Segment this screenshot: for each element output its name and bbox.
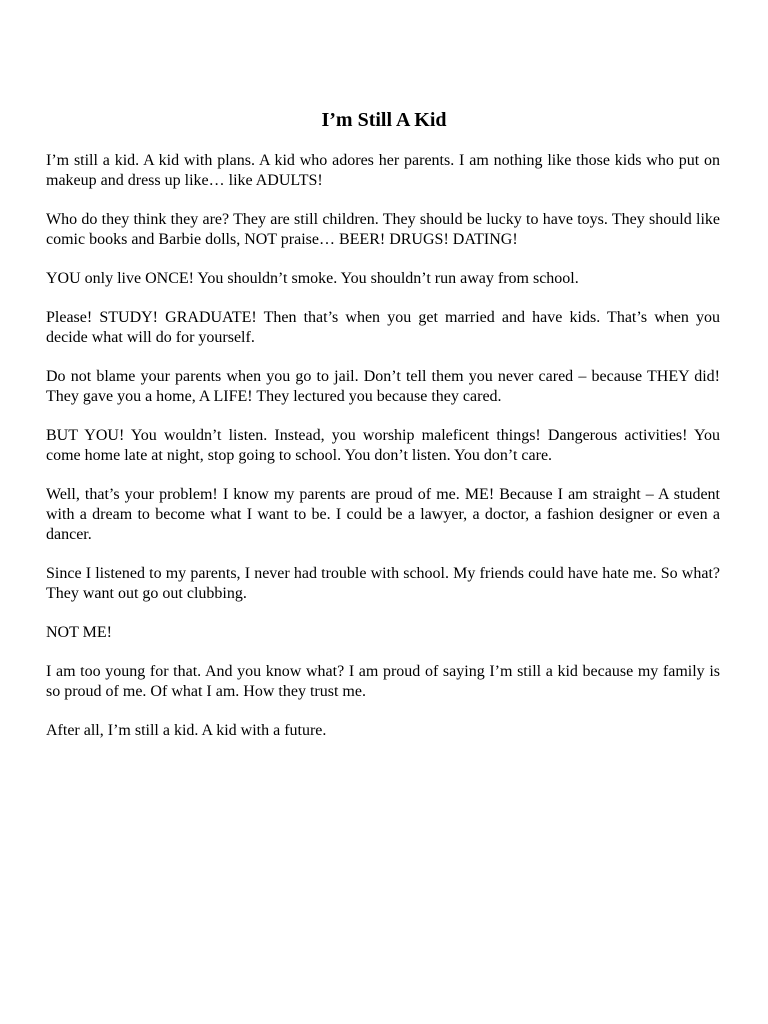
paragraph-6: BUT YOU! You wouldn’t listen. Instead, you worship maleficent things! Dangerous activities! You come home late at night, stop going to school. You don’t listen. You don’t care. [46,427,720,464]
paragraph-4: Please! STUDY! GRADUATE! Then that’s when you get married and have kids. That’s when you decide what will do for yourself. [46,309,720,346]
paragraph-8: Since I listened to my parents, I never had trouble with school. My friends could have hate me. So what? They want out go out clubbing. [46,565,720,602]
paragraph-2: Who do they think they are? They are still children. They should be lucky to have toys. They should like comic books and Barbie dolls, NOT praise… BEER! DRUGS! DATING! [46,211,720,248]
page-title: I’m Still A Kid [321,109,447,132]
paragraph-7: Well, that’s your problem! I know my parents are proud of me. ME! Because I am straight – A student with a dream to become what I want to be. I could be a lawyer, a doctor, a fashion designer or even a dancer. [46,486,720,543]
paragraph-11: After all, I’m still a kid. A kid with a future. [46,722,327,739]
paragraph-9: NOT ME! [46,624,112,641]
document-body [46,151,720,760]
paragraph-5: Do not blame your parents when you go to jail. Don’t tell them you never cared – because THEY did! They gave you a home, A LIFE! They lectured you because they cared. [46,368,720,405]
paragraph-10: I am too young for that. And you know what? I am proud of saying I’m still a kid because my family is so proud of me. Of what I am. How they trust me. [46,663,720,700]
paragraph-3: YOU only live ONCE! You shouldn’t smoke. You shouldn’t run away from school. [46,270,579,287]
paragraph-1: I’m still a kid. A kid with plans. A kid who adores her parents. I am nothing like those kids who put on makeup and dress up like… like ADULTS! [46,152,720,189]
